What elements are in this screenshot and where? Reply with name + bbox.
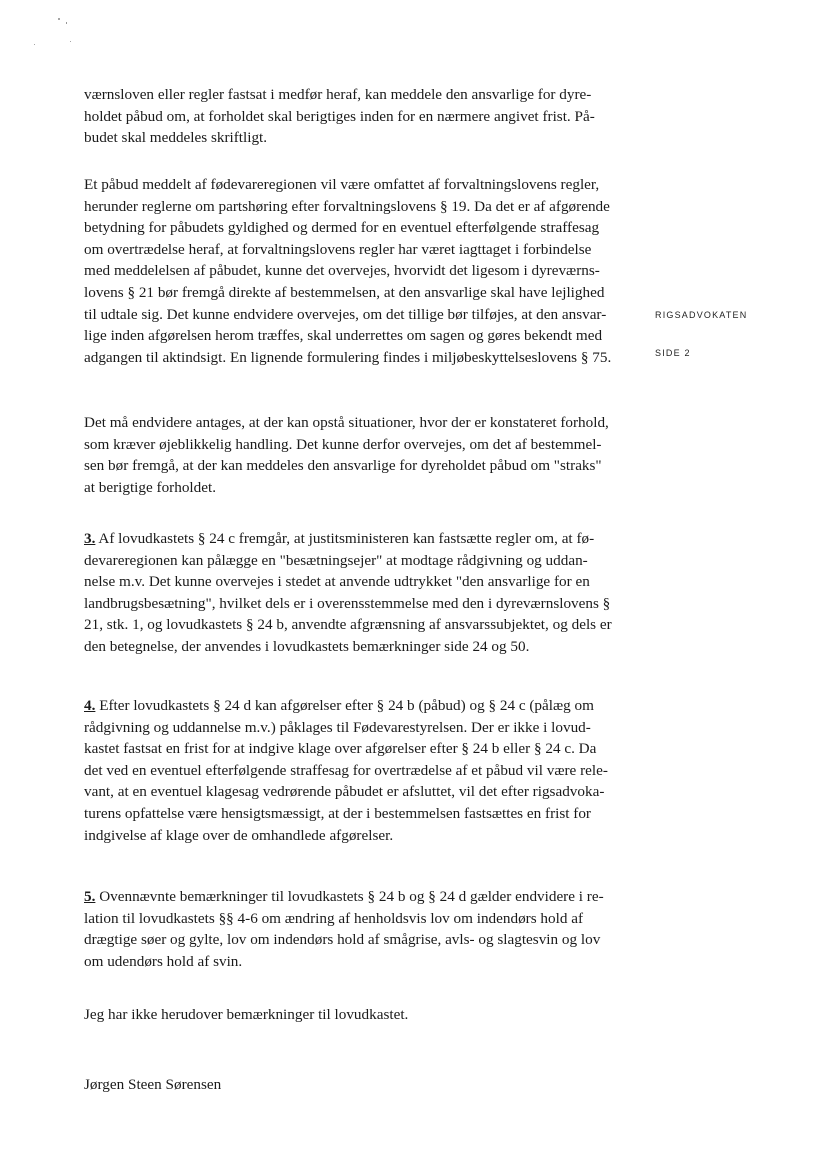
- text-line: budet skal meddeles skriftligt.: [84, 129, 268, 147]
- text-line: kastet fastsat en frist for at indgive klage over afgørelser efter § 24 b eller § 24 c. Da: [84, 740, 597, 758]
- text-line: nelse m.v. Det kunne overvejes i stedet at anvende udtrykket "den ansvarlige for en: [84, 573, 590, 591]
- text-line: at berigtige forholdet.: [84, 478, 217, 496]
- text-line: drægtige søer og gylte, lov om indendørs hold af smågrise, avls- og slagtesvin og lov: [84, 931, 601, 949]
- text-line: lation til lovudkastets §§ 4-6 om ændring af henholdsvis lov om indendørs hold af: [84, 909, 584, 927]
- paragraph-punkt-3: [84, 528, 640, 658]
- text-line: lige inden afgørelsen herom træffes, skal underrettes om sagen og gøres bekendt med: [84, 327, 603, 345]
- paragraph-continuation: [84, 84, 640, 149]
- text-line: Jeg har ikke herudover bemærkninger til lovudkastet.: [84, 1006, 409, 1023]
- text-line: det ved en eventuel efterfølgende straffesag for overtrædelse af et påbud vil være rele-: [84, 761, 608, 779]
- text-line: til udtale sig. Det kunne endvidere overvejes, om det tillige bør tilføjes, at den ansvar-: [84, 305, 607, 323]
- text-line: [84, 886, 640, 908]
- text-line: indgivelse af klage over de omhandlede afgørelser.: [84, 826, 394, 844]
- text-line: den betegnelse, der anvendes i lovudkastets bemærkninger side 24 og 50.: [84, 637, 530, 655]
- signature-name: [84, 1074, 640, 1096]
- text-line: om udendørs hold af svin.: [84, 952, 243, 970]
- text-line: rådgivning og uddannelse m.v.) påklages til Fødevarestyrelsen. Der er ikke i lovud-: [84, 718, 591, 736]
- text-line: adgangen til aktindsigt. En lignende formulering findes i miljøbeskyttelseslovens § 75.: [84, 348, 612, 366]
- scan-speck: [34, 44, 35, 45]
- text-line: landbrugsbesætning", hvilket dels er i overensstemmelse med den i dyreværnslovens §: [84, 594, 611, 612]
- text-line: [84, 528, 640, 550]
- text-line: om overtrædelse heraf, at forvaltningslovens regler har været iagttaget i forbindelse: [84, 240, 592, 258]
- text-line: Et påbud meddelt af fødevareregionen vil være omfattet af forvaltningslovens regler,: [84, 176, 600, 193]
- section-number: 3.: [84, 530, 96, 547]
- text-line: [84, 695, 640, 717]
- text-line: vant, at en eventuel klagesag vedrørende påbudet er afsluttet, vil det efter rigsadvoka-: [84, 783, 605, 801]
- paragraph-straks: [84, 412, 640, 498]
- page-number: SIDE 2: [655, 348, 691, 358]
- text-line: lovens § 21 bør fremgå direkte af bestemmelsen, at den ansvarlige skal have lejlighed: [84, 283, 605, 301]
- paragraph-afslutning: [84, 1004, 640, 1026]
- text-line: betydning for påbudets gyldighed og dermed for en eventuel efterfølgende straffesag: [84, 219, 600, 237]
- scan-speck: [66, 22, 67, 24]
- text-line: herunder reglerne om partshøring efter forvaltningslovens § 19. Da det er af afgørende: [84, 197, 610, 215]
- paragraph-foedevareregion: [84, 174, 640, 368]
- text-segment: Af lovudkastets § 24 c fremgår, at justitsministeren kan fastsætte regler om, at fø-: [95, 530, 595, 547]
- text-line: Jørgen Steen Sørensen: [84, 1076, 222, 1093]
- text-line: med meddelelsen af påbudet, kunne det overvejes, hvorvidt det ligesom i dyreværns-: [84, 262, 600, 280]
- text-line: turens opfattelse være hensigtsmæssigt, at der i bestemmelsen fastsættes en frist for: [84, 804, 591, 822]
- paragraph-punkt-4: [84, 695, 640, 846]
- section-number: 5.: [84, 888, 96, 905]
- text-line: devareregionen kan pålægge en "besætningsejer" at modtage rådgivning og uddan-: [84, 551, 588, 569]
- text-line: som kræver øjeblikkelig handling. Det kunne derfor overvejes, om det af bestemmel-: [84, 435, 602, 453]
- text-line: Det må endvidere antages, at der kan opstå situationer, hvor der er konstateret forhold,: [84, 414, 609, 431]
- section-number: 4.: [84, 697, 96, 714]
- office-name: RIGSADVOKATEN: [655, 310, 748, 320]
- scan-speck: [58, 18, 60, 20]
- scan-speck: [70, 41, 71, 42]
- paragraph-punkt-5: [84, 886, 640, 972]
- text-segment: Efter lovudkastets § 24 d kan afgørelser efter § 24 b (påbud) og § 24 c (pålæg om: [95, 697, 594, 714]
- text-line: holdet påbud om, at forholdet skal berigtiges inden for en nærmere angivet frist. På-: [84, 107, 595, 125]
- text-segment: Ovennævnte bemærkninger til lovudkastets § 24 b og § 24 d gælder endvidere i re-: [95, 888, 604, 905]
- text-line: sen bør fremgå, at der kan meddeles den ansvarlige for dyreholdet påbud om "straks": [84, 457, 602, 475]
- text-line: 21, stk. 1, og lovudkastets § 24 b, anvendte afgrænsning af ansvarssubjektet, og dels er: [84, 616, 612, 634]
- text-line: værnsloven eller regler fastsat i medfør heraf, kan meddele den ansvarlige for dyre-: [84, 86, 592, 103]
